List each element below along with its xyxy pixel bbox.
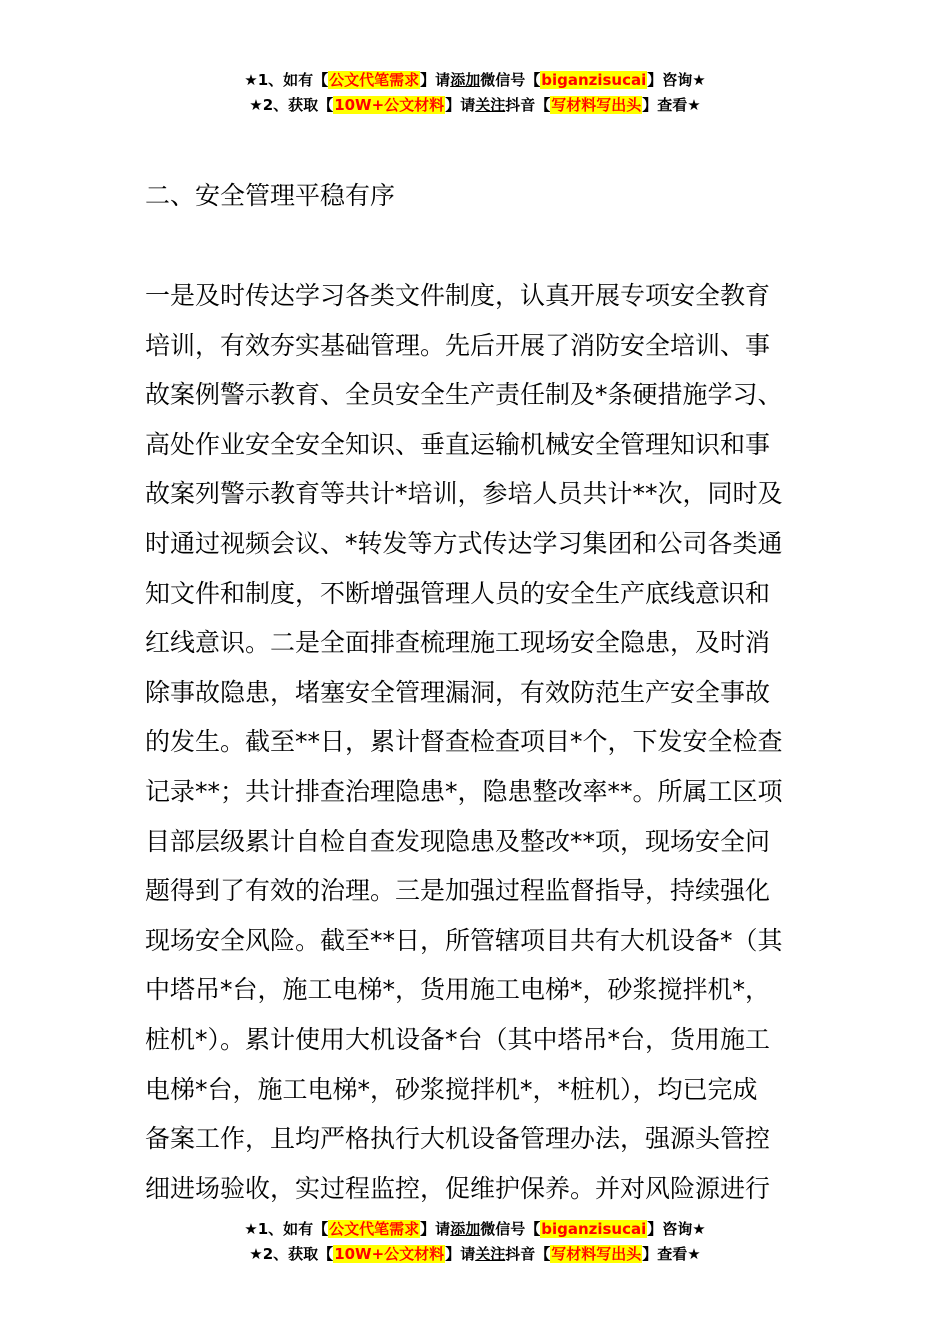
notice-line-2: [0, 93, 950, 118]
body-line: 一是及时传达学习各类文件制度，认真开展专项安全教育: [145, 281, 771, 310]
body-line: 红线意识。二是全面排查梳理施工现场安全隐患，及时消: [145, 628, 771, 658]
body-line: 桩机*）。累计使用大机设备*台（其中塔吊*台，货用施工: [145, 1024, 771, 1054]
body-line: 高处作业安全安全知识、垂直运输机械安全管理知识和事: [145, 429, 771, 459]
notice-text: 】查看★: [642, 96, 701, 114]
notice-line-1: [0, 68, 950, 93]
body-line: 除事故隐患，堵塞安全管理漏洞，有效防范生产安全事故: [145, 677, 771, 707]
notice-underlined: 关注: [475, 96, 506, 114]
body-line: 电梯*台，施工电梯*，砂浆搅拌机*，*桩机），均已完成: [145, 1074, 758, 1104]
body-line: 培训，有效夯实基础管理。先后开展了消防安全培训、事: [145, 330, 771, 360]
highlight-wechat-id: biganzisucai: [541, 1220, 647, 1238]
notice-line-2: [0, 1242, 950, 1267]
notice-text: ★1、如有【: [244, 71, 329, 89]
notice-line-1: [0, 1217, 950, 1242]
body-line: 时通过视频会议、*转发等方式传达学习集团和公司各类通: [145, 528, 783, 558]
body-line: 记录**；共计排查治理隐患*，隐患整改率**。所属工区项: [145, 776, 783, 806]
notice-underlined: 添加: [450, 71, 481, 89]
notice-text: ★2、获取【: [249, 1245, 334, 1263]
notice-text: 】咨询★: [647, 1220, 706, 1238]
highlight-wechat-id: biganzisucai: [541, 71, 647, 89]
body-line: 目部层级累计自检自查发现隐患及整改**项，现场安全问: [145, 826, 771, 856]
notice-text: 】查看★: [642, 1245, 701, 1263]
body-line: 现场安全风险。截至**日，所管辖项目共有大机设备*（其: [145, 925, 783, 955]
notice-text: 】请: [445, 1245, 476, 1263]
body-line: 中塔吊*台，施工电梯*，货用施工电梯*，砂浆搅拌机*，: [145, 975, 771, 1005]
notice-text: ★2、获取【: [249, 96, 334, 114]
body-line: 备案工作，且均严格执行大机设备管理办法，强源头管控: [145, 1124, 771, 1154]
notice-text: 微信号【: [480, 1220, 541, 1238]
highlight-materials: 10W+公文材料: [334, 96, 445, 114]
notice-text: 微信号【: [480, 71, 541, 89]
highlight-douyin-account: 写材料写出头: [551, 96, 642, 114]
notice-underlined: 添加: [450, 1220, 481, 1238]
notice-text: ★1、如有【: [244, 1220, 329, 1238]
body-line: 故案例警示教育、全员安全生产责任制及*条硬措施学习、: [145, 380, 783, 410]
notice-text: 抖音【: [505, 96, 551, 114]
notice-text: 】请: [420, 71, 451, 89]
highlight-douyin-account: 写材料写出头: [551, 1245, 642, 1263]
body-line: 故案列警示教育等共计*培训，参培人员共计**次，同时及: [145, 479, 783, 509]
notice-text: 】请: [420, 1220, 451, 1238]
body-line: 的发生。截至**日，累计督查检查项目*个，下发安全检查: [145, 727, 783, 757]
highlight-service: 公文代笔需求: [329, 1220, 420, 1238]
notice-text: 】请: [445, 96, 476, 114]
body-line: 题得到了有效的治理。三是加强过程监督指导，持续强化: [145, 876, 771, 906]
notice-text: 】咨询★: [647, 71, 706, 89]
footer-notice: [0, 1217, 950, 1267]
header-notice: [0, 68, 950, 118]
notice-text: 抖音【: [505, 1245, 551, 1263]
body-line: 细进场验收，实过程监控，促维护保养。并对风险源进行: [145, 1173, 771, 1203]
body-line: 知文件和制度，不断增强管理人员的安全生产底线意识和: [145, 578, 771, 608]
highlight-materials: 10W+公文材料: [334, 1245, 445, 1263]
notice-underlined: 关注: [475, 1245, 506, 1263]
highlight-service: 公文代笔需求: [329, 71, 420, 89]
body-paragraph: [145, 271, 815, 1213]
section-heading: 二、安全管理平稳有序: [145, 181, 396, 210]
